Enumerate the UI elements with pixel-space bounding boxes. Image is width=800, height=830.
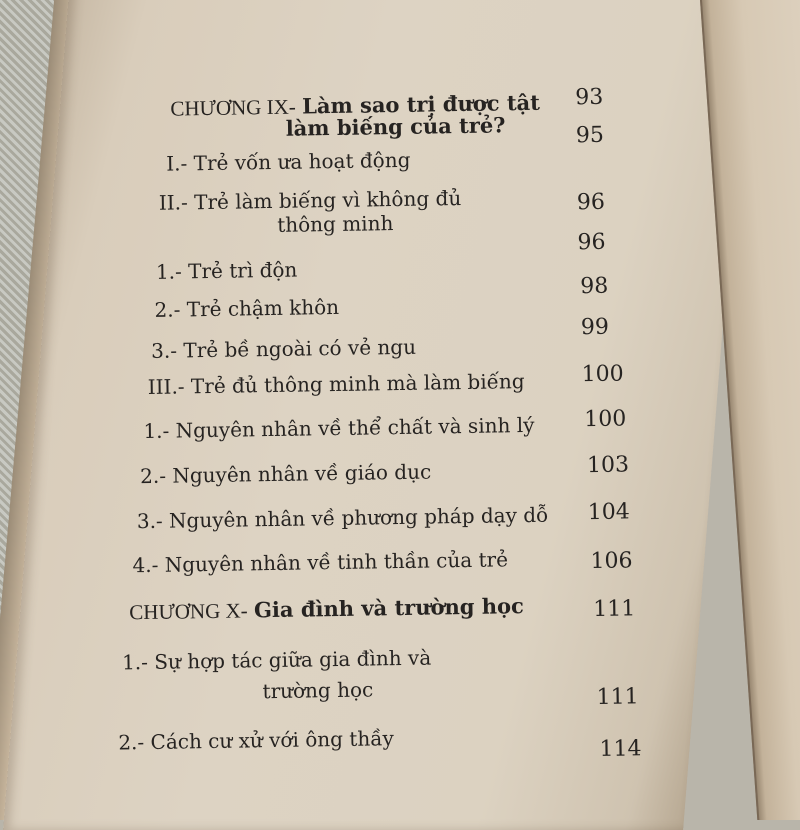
- toc-entry: 2.- Nguyên nhân về giáo dục: [139, 459, 432, 489]
- toc-entry-cont: thông minh: [277, 211, 394, 237]
- page-number: 100: [581, 361, 624, 388]
- chapter-ix-heading-cont: [286, 113, 506, 140]
- toc-entry: 2.- Cách cư xử với ông thầy: [118, 726, 394, 755]
- toc-entry-cont: trường học: [262, 677, 374, 704]
- toc-entry: 1.- Nguyên nhân về thể chất và sinh lý: [143, 412, 535, 444]
- toc-entry: 3.- Nguyên nhân về phương pháp dạy dỗ: [136, 502, 549, 534]
- chapter-title: Gia đình và trường học: [253, 593, 525, 623]
- toc-entry: I.- Trẻ vốn ưa hoạt động: [166, 147, 411, 176]
- page-number: 103: [586, 452, 630, 479]
- page-number: 93: [575, 84, 604, 111]
- toc-entry: [159, 186, 462, 215]
- page-number: 95: [575, 122, 605, 149]
- page-number: 111: [596, 684, 639, 710]
- page-number: 106: [590, 548, 633, 575]
- page-number: 104: [587, 499, 630, 526]
- page-number: 96: [576, 189, 606, 216]
- page-number: 96: [577, 229, 606, 256]
- page-number: 98: [580, 273, 609, 300]
- toc-entry: 2.- Trẻ chậm khôn: [154, 294, 340, 322]
- toc-entry: 1.- Sự hợp tác giữa gia đình và: [121, 645, 432, 675]
- toc-entry: 1.- Trẻ trì độn: [155, 257, 298, 284]
- toc-entry: III.- Trẻ đủ thông minh mà làm biếng: [147, 369, 525, 399]
- toc-entry-label: II.- Trẻ làm biếng vì không đủ: [158, 186, 462, 215]
- chapter-prefix: CHƯƠNG IX-: [170, 94, 296, 121]
- chapter-title-cont: làm biếng của trẻ?: [285, 112, 506, 141]
- chapter-title: Làm sao trị được tật: [301, 89, 541, 119]
- page-number: 111: [593, 596, 636, 622]
- toc-entry: 3.- Trẻ bề ngoài có vẻ ngu: [151, 334, 417, 363]
- page-number: 99: [580, 314, 610, 341]
- chapter-x-heading: [129, 594, 524, 624]
- page-number: 114: [599, 736, 642, 762]
- page-number: 100: [584, 406, 627, 433]
- toc-entry: 4.- Nguyên nhân về tinh thần của trẻ: [132, 547, 509, 578]
- chapter-prefix: CHƯƠNG X-: [129, 598, 248, 625]
